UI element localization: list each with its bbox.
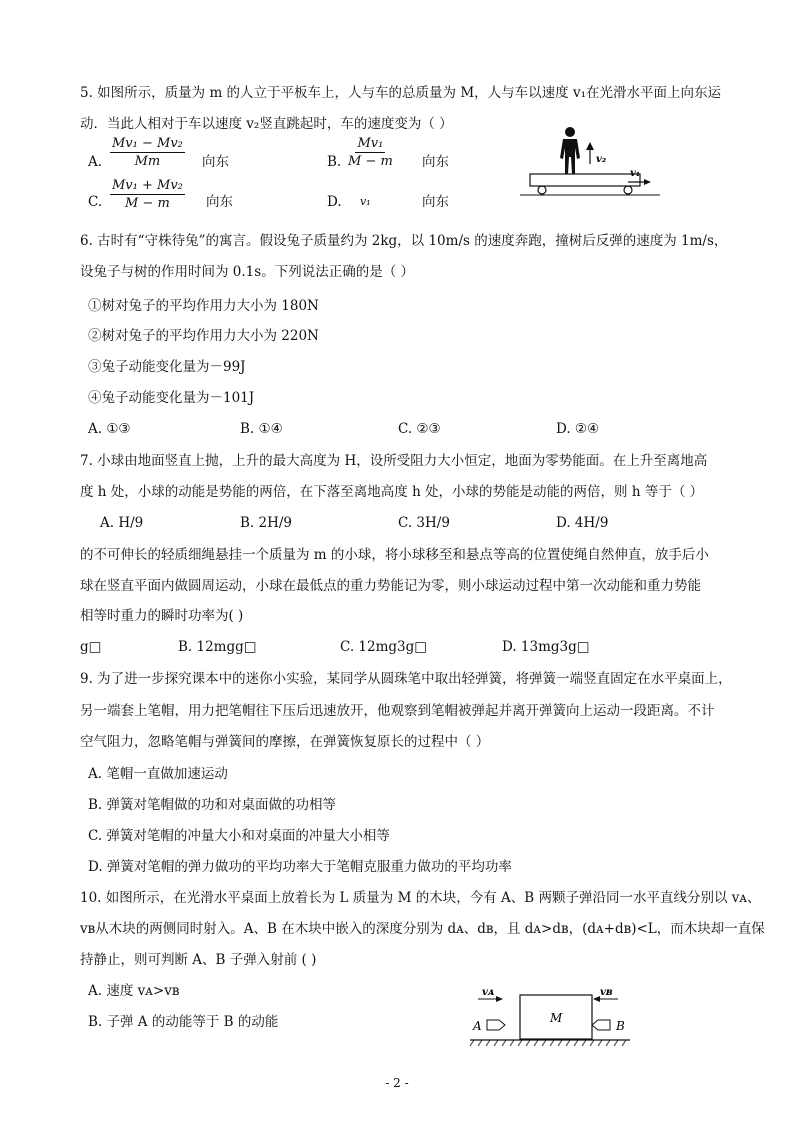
v2-label: v₂ <box>596 154 607 165</box>
q6-statement-2: ②树对兔子的平均作用力大小为 220N <box>88 328 319 344</box>
q5-option-c-denominator: M − m <box>125 196 170 211</box>
q10-stem-line3: 持静止，则可判断 A、B 子弹入射前 ( ) <box>80 952 317 968</box>
q9-stem-line2: 另一端套上笔帽，用力把笔帽往下压后迅速放开，他观察到笔帽被弹起并离开弹簧向上运动一段距离。不计 <box>80 703 715 719</box>
q8-stem-line1: 的不可伸长的轻质细绳悬挂一个质量为 m 的小球，将小球移至和悬点等高的位置使绳自然伸直，放手后小 <box>80 547 709 563</box>
q7-stem-line1: 7. 小球由地面竖直上抛，上升的最大高度为 H，设所受阻力大小恒定，地面为零势能面。在上升至离地高 <box>80 453 708 469</box>
table-hatch <box>470 1040 626 1046</box>
bullet-a-icon <box>487 1020 505 1030</box>
q10-option-b: B. 子弹 A 的动能等于 B 的动能 <box>88 1014 279 1030</box>
bullet-a-label: A <box>473 1019 482 1033</box>
v1-label: v₁ <box>630 168 641 179</box>
cart-platform <box>530 174 640 186</box>
page-number: - 2 - <box>385 1076 409 1090</box>
q5-option-c-label: C. <box>88 194 103 210</box>
q6-option-d: D. ②④ <box>556 421 600 437</box>
va-arrow-head-icon <box>496 996 503 1002</box>
q5-option-b-direction: 向东 <box>422 154 449 170</box>
q9-stem-line3: 空气阻力，忽略笔帽与弹簧间的摩擦，在弹簧恢复原长的过程中（ ） <box>80 734 490 750</box>
q9-stem-line1: 9. 为了进一步探究课本中的迷你小实验，某同学从圆珠笔中取出轻弹簧，将弹簧一端竖直固定在水平桌面上， <box>80 671 732 687</box>
va-label: vᴀ <box>482 987 495 998</box>
q5-option-a-fraction <box>110 136 185 169</box>
q6-option-c: C. ②③ <box>398 421 441 437</box>
q5-option-d-label: D. <box>327 194 342 210</box>
q7-option-c: C. 3H/9 <box>398 515 450 531</box>
q6-stem-line2: 设兔子与树的作用时间为 0.1s。下列说法正确的是（ ） <box>80 264 414 280</box>
q8-option-a: g□ <box>80 639 102 655</box>
person-icon <box>560 127 580 174</box>
q5-stem-line2: 动．当此人相对于车以速度 v₂竖直跳起时，车的速度变为（ ） <box>80 116 453 132</box>
q10-block-figure <box>470 985 640 1055</box>
q10-stem-line2: vʙ从木块的两侧同时射入。A、B 在木块中嵌入的深度分别为 dᴀ、dʙ，且 dᴀ>dʙ，(dᴀ+dʙ)<L，而木块却一直保 <box>80 921 765 937</box>
q8-stem-line2: 球在竖直平面内做圆周运动，小球在最低点的重力势能记为零，则小球运动过程中第一次动能和重力势能 <box>80 578 701 594</box>
q8-stem-line3: 相等时重力的瞬时功率为( ) <box>80 608 244 624</box>
q9-option-a: A. 笔帽一直做加速运动 <box>88 766 228 782</box>
q7-option-b: B. 2H/9 <box>240 515 293 531</box>
q7-stem-line2: 度 h 处，小球的动能是势能的两倍，在下落至离地高度 h 处，小球的势能是动能的两倍，则 h 等于（ ） <box>80 484 704 500</box>
q5-option-a-numerator: Mv₁ − Mv₂ <box>112 136 183 151</box>
block-m-label: M <box>550 1011 563 1025</box>
q6-statement-1: ①树对兔子的平均作用力大小为 180N <box>88 298 319 314</box>
cart-wheel-right <box>624 186 632 194</box>
q5-option-d-value: v₁ <box>360 195 371 208</box>
q5-stem-line1: 5. 如图所示，质量为 m 的人立于平板车上，人与车的总质量为 M，人与车以速度 v₁在光滑水平面上向东运 <box>80 85 721 101</box>
vb-arrow-head-icon <box>593 996 600 1002</box>
bullet-b-icon <box>592 1020 610 1030</box>
q5-option-b-fraction <box>348 136 393 169</box>
q6-stem-line1: 6. 古时有“守株待兔”的寓言。假设兔子质量约为 2kg，以 10m/s 的速度奔跑，撞树后反弹的速度为 1m/s， <box>80 233 728 249</box>
q8-option-b: B. 12mgg□ <box>178 639 257 655</box>
q5-option-c-fraction <box>110 178 185 211</box>
q5-option-b-label: B. <box>327 154 342 170</box>
cart-wheel-left <box>538 186 546 194</box>
bullet-b-label: B <box>616 1019 625 1033</box>
q6-statement-4: ④兔子动能变化量为－101J <box>88 390 255 406</box>
vb-label: vʙ <box>600 987 613 998</box>
q5-cart-figure <box>520 124 660 204</box>
q8-option-c: C. 12mg3g□ <box>340 639 428 655</box>
q8-option-d: D. 13mg3g□ <box>502 639 590 655</box>
v1-arrow-head-icon <box>644 179 651 185</box>
q5-option-a-direction: 向东 <box>202 154 229 170</box>
q10-option-a: A. 速度 vᴀ>vʙ <box>88 983 180 999</box>
q5-option-a-denominator: Mm <box>134 154 161 169</box>
q6-option-b: B. ①④ <box>240 421 283 437</box>
q6-option-a: A. ①③ <box>88 421 131 437</box>
q9-option-b: B. 弹簧对笔帽做的功和对桌面做的功相等 <box>88 797 337 813</box>
v2-arrow-head-icon <box>586 142 594 150</box>
q5-option-b-numerator: Mv₁ <box>357 136 384 151</box>
q5-option-c-direction: 向东 <box>206 194 233 210</box>
q5-option-c-numerator: Mv₁ + Mv₂ <box>112 178 183 193</box>
q10-stem-line1: 10. 如图所示，在光滑水平桌面上放着长为 L 质量为 M 的木块，今有 A、B 两颗子弹沿同一水平直线分别以 vᴀ、 <box>80 890 761 906</box>
q7-option-d: D. 4H/9 <box>556 515 609 531</box>
q9-option-d: D. 弹簧对笔帽的弹力做功的平均功率大于笔帽克服重力做功的平均功率 <box>88 859 512 875</box>
q7-option-a: A. H/9 <box>100 515 144 531</box>
q5-option-d-direction: 向东 <box>422 194 449 210</box>
q9-option-c: C. 弹簧对笔帽的冲量大小和对桌面的冲量大小相等 <box>88 828 390 844</box>
q5-option-a-label: A. <box>88 154 103 170</box>
q5-option-b-denominator: M − m <box>348 154 393 169</box>
q6-statement-3: ③兔子动能变化量为－99J <box>88 359 246 375</box>
